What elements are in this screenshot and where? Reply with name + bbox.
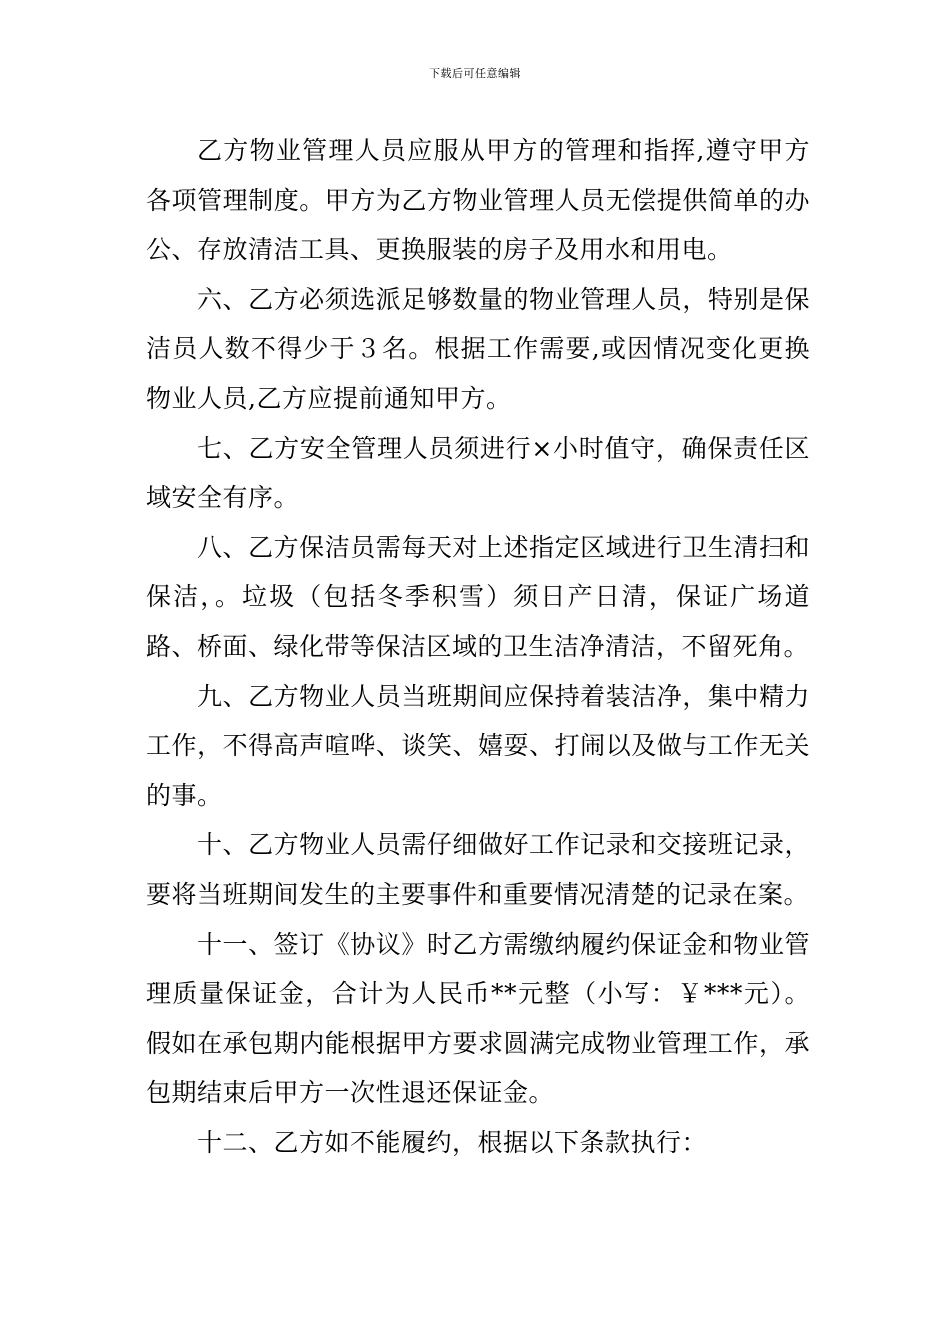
document-body: [146, 126, 810, 1167]
paragraph-clause-7: 七、乙方安全管理人员须进行×小时值守，确保责任区域安全有序。: [146, 433, 810, 513]
page-header: 下载后可任意编辑: [429, 67, 521, 80]
paragraph-clause-8: 八、乙方保洁员需每天对上述指定区域进行卫生清扫和保洁，。垃圾（包括冬季积雪）须日产日清，保证广场道路、桥面、绿化带等保洁区域的卫生洁净清洁，不留死角。: [146, 532, 810, 661]
paragraph-clause-11: 十一、签订《协议》时乙方需缴纳履约保证金和物业管理质量保证金，合计为人民币**元整（小写：￥***元）。假如在承包期内能根据甲方要求圆满完成物业管理工作，承包期结束后甲方一次性退还保证金。: [146, 929, 810, 1108]
paragraph-clause-10: 十、乙方物业人员需仔细做好工作记录和交接班记录，要将当班期间发生的主要事件和重要情况清楚的记录在案。: [146, 830, 810, 909]
paragraph-clause-9: 九、乙方物业人员当班期间应保持着装洁净，集中精力工作，不得高声喧哗、谈笑、嬉耍、打闹以及做与工作无关的事。: [146, 681, 810, 810]
paragraph-clause-12: 十二、乙方如不能履约，根据以下条款执行：: [197, 1127, 708, 1157]
paragraph-clause-6: 六、乙方必须选派足够数量的物业管理人员，特别是保洁员人数不得少于３名。根据工作需要,或因情况变化更换物业人员,乙方应提前通知甲方。: [146, 284, 810, 413]
paragraph-intro: 乙方物业管理人员应服从甲方的管理和指挥,遵守甲方各项管理制度。甲方为乙方物业管理人员无偿提供简单的办公、存放清洁工具、更换服装的房子及用水和用电。: [146, 136, 810, 265]
